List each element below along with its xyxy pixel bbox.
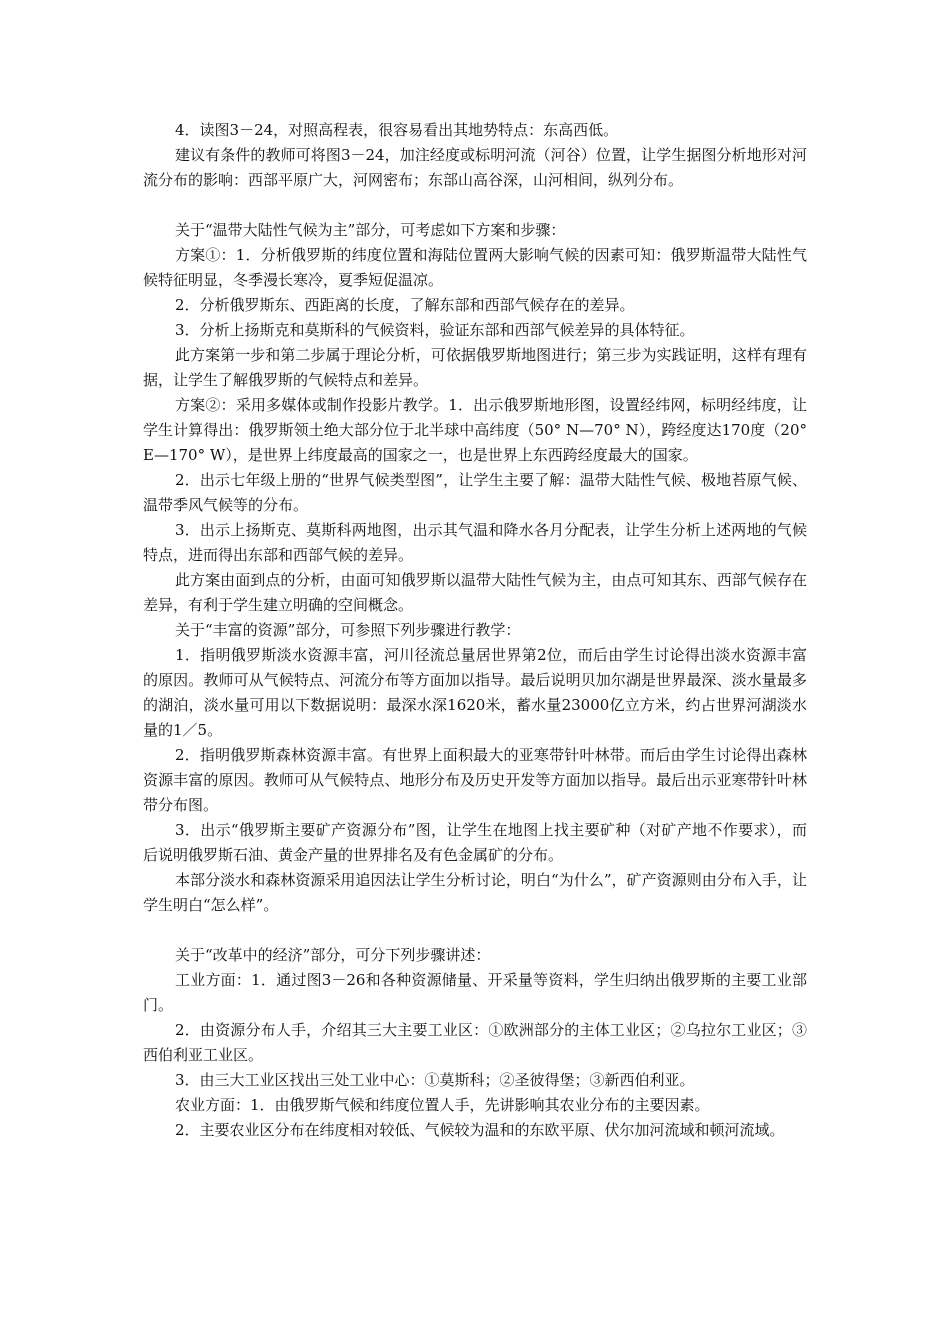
paragraph: 方案①：1．分析俄罗斯的纬度位置和海陆位置两大影响气候的因素可知：俄罗斯温带大陆性气候特征明显，冬季漫长寒冷，夏季短促温凉。 xyxy=(143,246,807,289)
paragraph: 关于“丰富的资源”部分，可参照下列步骤进行教学： xyxy=(175,621,521,639)
paragraph: 2．由资源分布人手，介绍其三大主要工业区：①欧洲部分的主体工业区；②乌拉尔工业区；③西伯利亚工业区。 xyxy=(143,1021,807,1064)
paragraph: 方案②：采用多媒体或制作投影片教学。1．出示俄罗斯地形图，设置经纬网，标明经纬度，让学生计算得出：俄罗斯领土绝大部分位于北半球中高纬度（50° N—70° N），跨经度达170度（20° E—170° W），是世界上纬度最高的国家之一，也是世界上东西跨经度最大的国家。 xyxy=(143,396,807,464)
paragraph: 本部分淡水和森林资源采用追因法让学生分析讨论，明白“为什么”，矿产资源则由分布入手，让学生明白“怎么样”。 xyxy=(143,871,807,914)
paragraph: 3．由三大工业区找出三处工业中心：①莫斯科；②圣彼得堡；③新西伯利亚。 xyxy=(175,1071,695,1089)
paragraph: 1．指明俄罗斯淡水资源丰富，河川径流总量居世界第2位，而后由学生讨论得出淡水资源丰富的原因。教师可从气候特点、河流分布等方面加以指导。最后说明贝加尔湖是世界最深、淡水量最多的湖泊，淡水量可用以下数据说明：最深水深1620米，蓄水量23000亿立方米，约占世界河湖淡水量的1／5。 xyxy=(143,646,807,739)
paragraph: 3．出示“俄罗斯主要矿产资源分布”图，让学生在地图上找主要矿种（对矿产地不作要求），而后说明俄罗斯石油、黄金产量的世界排名及有色金属矿的分布。 xyxy=(143,821,807,864)
paragraph: 2．出示七年级上册的“世界气候类型图”，让学生主要了解：温带大陆性气候、极地苔原气候、温带季风气候等的分布。 xyxy=(143,471,807,514)
paragraph: 关于“温带大陆性气候为主”部分，可考虑如下方案和步骤： xyxy=(175,221,566,239)
paragraph: 农业方面：1．由俄罗斯气候和纬度位置人手，先讲影响其农业分布的主要因素。 xyxy=(175,1096,710,1114)
paragraph: 3．分析上扬斯克和莫斯科的气候资料，验证东部和西部气候差异的具体特征。 xyxy=(175,321,695,339)
paragraph: 2．主要农业区分布在纬度相对较低、气候较为温和的东欧平原、伏尔加河流域和顿河流域。 xyxy=(175,1121,785,1139)
paragraph: 此方案第一步和第二步属于理论分析，可依据俄罗斯地图进行；第三步为实践证明，这样有理有据，让学生了解俄罗斯的气候特点和差异。 xyxy=(143,346,807,389)
paragraph: 3．出示上扬斯克、莫斯科两地图，出示其气温和降水各月分配表，让学生分析上述两地的气候特点，进而得出东部和西部气候的差异。 xyxy=(143,521,807,564)
paragraph: 建议有条件的教师可将图3－24，加注经度或标明河流（河谷）位置，让学生据图分析地形对河流分布的影响：西部平原广大，河网密布；东部山高谷深，山河相间，纵列分布。 xyxy=(143,146,807,189)
blank-line xyxy=(143,193,807,218)
paragraph: 2．指明俄罗斯森林资源丰富。有世界上面积最大的亚寒带针叶林带。而后由学生讨论得出森林资源丰富的原因。教师可从气候特点、地形分布及历史开发等方面加以指导。最后出示亚寒带针叶林带分布图。 xyxy=(143,746,807,814)
paragraph: 工业方面：1．通过图3－26和各种资源储量、开采量等资料，学生归纳出俄罗斯的主要工业部门。 xyxy=(143,971,807,1014)
paragraph: 2．分析俄罗斯东、西距离的长度，了解东部和西部气候存在的差异。 xyxy=(175,296,635,314)
paragraph: 此方案由面到点的分析，由面可知俄罗斯以温带大陆性气候为主，由点可知其东、西部气候存在差异，有利于学生建立明确的空间概念。 xyxy=(143,571,807,614)
paragraph: 关于“改革中的经济”部分，可分下列步骤讲述： xyxy=(175,946,491,964)
paragraph: 4．读图3－24，对照高程表，很容易看出其地势特点：东高西低。 xyxy=(175,121,619,139)
document-body xyxy=(143,118,807,1143)
blank-line xyxy=(143,918,807,943)
